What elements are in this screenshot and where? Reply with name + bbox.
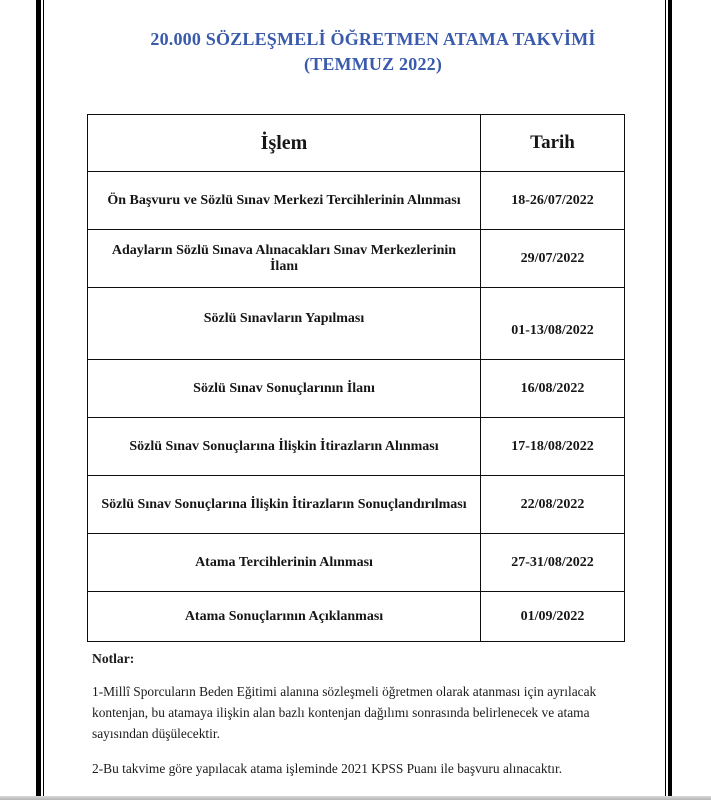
islem-cell: Adayların Sözlü Sınava Alınacakları Sınav Merkezlerinin İlanı [88,230,481,288]
notes-heading: Notlar: [92,651,135,666]
note-item-1: 1-Millî Sporcuların Beden Eğitimi alanına sözleşmeli öğretmen olarak atanması için ayrılacak kontenjan, bu atamaya ilişkin alan bazlı kontenjan dağılımı sonrasında belirlenecek ve atama sayısından düşülecektir. [92,684,597,741]
table-header-row [88,115,625,172]
table-row [88,360,625,418]
tarih-cell: 22/08/2022 [481,476,625,534]
tarih-cell: 16/08/2022 [481,360,625,418]
page-left-border-thin [43,0,44,800]
document-title-line1: 20.000 SÖZLEŞMELİ ÖĞRETMEN ATAMA TAKVİMİ [150,29,596,49]
tarih-cell: 29/07/2022 [481,230,625,288]
note-item-2: 2-Bu takvime göre yapılacak atama işleminde 2021 KPSS Puanı ile başvuru alınacaktır. [92,761,563,776]
table-row [88,230,625,288]
page-right-border-thin [665,0,666,800]
islem-cell: Atama Tercihlerinin Alınması [88,534,481,592]
table-row [88,172,625,230]
notes-section [92,651,600,779]
islem-cell: Sözlü Sınav Sonuçlarına İlişkin İtirazların Sonuçlandırılması [88,476,481,534]
tarih-cell: 27-31/08/2022 [481,534,625,592]
document-title [90,27,656,77]
column-header-tarih: Tarih [481,115,625,172]
tarih-cell: 01-13/08/2022 [481,288,625,360]
page-right-border-thick [668,0,672,800]
islem-cell: Sözlü Sınav Sonuçlarının İlanı [88,360,481,418]
document-title-line2: (TEMMUZ 2022) [303,54,443,74]
table-row [88,288,625,360]
page-left-border-thick [36,0,41,800]
islem-cell: Sözlü Sınav Sonuçlarına İlişkin İtirazların Alınması [88,418,481,476]
tarih-cell: 18-26/07/2022 [481,172,625,230]
page-bottom-edge [0,796,711,800]
schedule-table [87,114,625,642]
table-row [88,534,625,592]
column-header-islem: İşlem [88,115,481,172]
table-row [88,592,625,642]
table-row [88,418,625,476]
islem-cell: Atama Sonuçlarının Açıklanması [88,592,481,642]
islem-cell: Ön Başvuru ve Sözlü Sınav Merkezi Tercihlerinin Alınması [88,172,481,230]
tarih-cell: 01/09/2022 [481,592,625,642]
tarih-cell: 17-18/08/2022 [481,418,625,476]
table-row [88,476,625,534]
islem-cell: Sözlü Sınavların Yapılması [88,288,481,360]
